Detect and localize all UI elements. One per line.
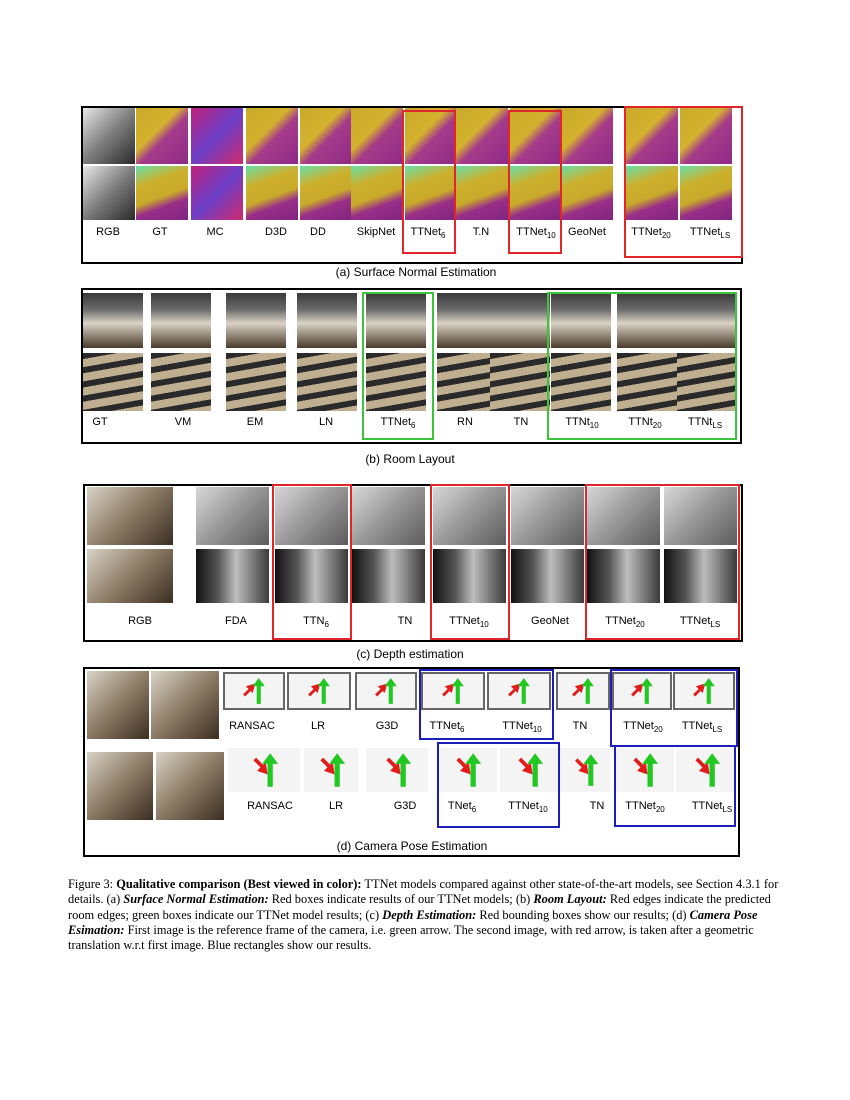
pose-arrows-icon — [225, 674, 283, 708]
pose-trans-photo-2 — [156, 752, 224, 820]
room-thumb-bottom — [83, 353, 143, 411]
pose-plot-row1 — [287, 672, 351, 710]
caption-text-2: Red boxes indicate results of our TTNet models; (b) — [268, 892, 534, 907]
surface-thumb-bottom — [351, 166, 403, 220]
pose-label-row2 — [394, 800, 417, 812]
room-thumb-bottom — [226, 353, 286, 411]
caption-title: Qualitative comparison (Best viewed in color): — [116, 877, 362, 891]
depth-label-subscript: 20 — [635, 620, 645, 630]
pose-label-row1 — [311, 720, 325, 732]
pose-highlight-row2-ttnet — [437, 742, 560, 828]
room-label — [247, 416, 264, 428]
depth-label-text: TTN — [303, 615, 325, 627]
room-thumb-top — [437, 293, 497, 348]
surface-label-text: DD — [310, 226, 326, 238]
surface-label-subscript: LS — [720, 231, 731, 241]
pose-label-row1-text: TTNet — [429, 720, 461, 732]
surface-label — [473, 226, 490, 238]
pose-arrows-icon — [228, 748, 300, 792]
caption-text-3: Red edges indicate the predicted room edges; green boxes indicate our TTNet model results; (c) — [68, 892, 771, 922]
room-label-text: TTNt — [565, 416, 590, 428]
pose-label-row2-text: G3D — [393, 800, 417, 812]
pose-ref-photo-2 — [87, 752, 153, 820]
surface-caption: (a) Surface Normal Estimation — [335, 265, 497, 279]
room-label — [688, 416, 722, 430]
room-thumb-bottom — [297, 353, 357, 411]
pose-label-row2-subscript: LS — [722, 805, 733, 815]
surface-label-text: T.N — [472, 226, 490, 238]
pose-label-row1-text: LR — [310, 720, 326, 732]
depth-label — [303, 615, 329, 629]
surface-label — [357, 226, 396, 238]
depth-rgb-bottom — [87, 549, 173, 603]
pose-highlight-row1-ttnet20-ls — [610, 669, 738, 747]
pose-label-row2-text: LR — [328, 800, 344, 812]
pose-highlight-row2-ttnet20-ls — [614, 745, 736, 827]
pose-arrows-icon — [304, 748, 358, 792]
depth-label — [398, 615, 413, 627]
surface-thumb-top — [246, 108, 298, 164]
surface-label — [96, 226, 120, 238]
depth-label — [605, 615, 644, 629]
caption-term-b: Room Layout: — [533, 892, 607, 907]
pose-plot-row1 — [223, 672, 285, 710]
pose-label-row1-text: TTNet — [502, 720, 533, 732]
depth-label-text: GeoNet — [531, 615, 569, 627]
surface-thumb-bottom — [456, 166, 508, 220]
caption-term-a: Surface Normal Estimation: — [123, 892, 269, 907]
depth-thumb-bottom — [511, 549, 584, 603]
pose-label-row1-text: TTNet — [681, 720, 713, 732]
surface-label-text: TTNet — [631, 226, 662, 238]
pose-plot-row1 — [556, 672, 610, 710]
surface-label — [152, 226, 167, 238]
depth-label-text: RGB — [128, 615, 152, 627]
pose-arrows-icon — [357, 674, 415, 708]
depth-label-text: TTNet — [449, 615, 480, 627]
pose-label-row1-text: G3D — [375, 720, 399, 732]
room-label-text: VM — [174, 416, 192, 428]
depth-label — [531, 615, 569, 627]
room-label-text: TN — [513, 416, 529, 428]
surface-thumb-top — [191, 108, 243, 164]
depth-caption: (c) Depth estimation — [356, 647, 464, 661]
pose-label-row2-subscript: 6 — [471, 805, 477, 815]
depth-thumb-top — [352, 487, 425, 545]
room-label — [175, 416, 192, 428]
surface-label-text: TTNet — [516, 226, 547, 238]
pose-label-row1 — [376, 720, 399, 732]
surface-label-text: GeoNet — [568, 226, 606, 238]
room-thumb-top — [297, 293, 357, 348]
room-label-text: RN — [457, 416, 473, 428]
pose-label-row1-text: TN — [572, 720, 588, 732]
surface-thumb-top — [300, 108, 352, 164]
surface-thumb-bottom — [191, 166, 243, 220]
surface-label — [568, 226, 606, 238]
pose-label-row1 — [573, 720, 588, 732]
pose-label-row1 — [429, 720, 464, 734]
room-label — [628, 416, 661, 430]
depth-label — [680, 615, 720, 629]
surface-thumb-bottom — [561, 166, 613, 220]
room-label-subscript: 10 — [589, 421, 599, 431]
surface-label-text: RGB — [96, 226, 120, 238]
surface-label — [265, 226, 287, 238]
depth-label-text: FDA — [225, 615, 247, 627]
depth-thumb-top — [511, 487, 584, 545]
room-label-text: LN — [318, 416, 334, 428]
pose-label-row2 — [329, 800, 343, 812]
pose-plot-row2 — [304, 748, 358, 792]
surface-label-text: TTNet — [410, 226, 442, 238]
pose-label-row1-subscript: LS — [712, 725, 723, 735]
room-label — [514, 416, 529, 428]
pose-label-row2 — [508, 800, 547, 814]
pose-label-row1 — [502, 720, 541, 734]
room-label-subscript: 20 — [652, 421, 662, 431]
pose-plot-row2 — [560, 748, 610, 792]
pose-arrows-icon — [560, 748, 610, 792]
surface-label-text: D3D — [264, 226, 288, 238]
figure-caption — [68, 877, 784, 953]
room-thumb-top — [151, 293, 211, 348]
surface-thumb-bottom — [300, 166, 352, 220]
surface-thumb-top — [136, 108, 188, 164]
room-thumb-bottom — [490, 353, 550, 411]
room-thumb-top — [490, 293, 550, 348]
room-label — [380, 416, 415, 430]
pose-label-row1 — [229, 720, 275, 732]
caption-term-d: Camera Pose Esimation: — [68, 907, 758, 937]
surface-label — [310, 226, 326, 238]
depth-label-text: TTNet — [605, 615, 636, 627]
pose-arrows-icon — [366, 748, 428, 792]
caption-text-5: First image is the reference frame of the camera, i.e. green arrow. The second image, with red arrow, is taken after a geometric translation w.r.t first image. Blue rectangles show our results. — [68, 922, 754, 953]
depth-label — [225, 615, 247, 627]
pose-trans-photo-1 — [151, 671, 219, 739]
pose-label-row2 — [247, 800, 293, 812]
surface-thumb-bottom — [136, 166, 188, 220]
pose-arrows-icon — [289, 674, 349, 708]
surface-thumb-bottom — [83, 166, 135, 220]
room-thumb-bottom — [151, 353, 211, 411]
room-label — [92, 416, 107, 428]
room-label-subscript: 6 — [411, 421, 416, 431]
pose-label-row1-text: RANSAC — [229, 720, 275, 732]
room-caption: (b) Room Layout — [365, 452, 455, 466]
depth-rgb-top — [87, 487, 173, 545]
surface-label-text: MC — [206, 226, 224, 238]
pose-label-row2-text: TTNet — [625, 800, 656, 812]
pose-plot-row2 — [366, 748, 428, 792]
depth-thumb-bottom — [352, 549, 425, 603]
pose-label-row2-text: RANSAC — [247, 800, 293, 812]
surface-label-text: TTNet — [689, 226, 721, 238]
pose-label-row2-subscript: 20 — [655, 805, 665, 815]
pose-label-row2-subscript: 10 — [538, 805, 548, 815]
pose-plot-row2 — [228, 748, 300, 792]
pose-label-row2-text: TN — [589, 800, 605, 812]
surface-label-subscript: 20 — [661, 231, 671, 241]
depth-label — [128, 615, 152, 627]
caption-text-4: Red bounding boxes show our results; (d) — [476, 907, 690, 922]
pose-ref-photo-1 — [87, 671, 149, 739]
room-label — [565, 416, 598, 430]
room-thumb-bottom — [437, 353, 497, 411]
surface-thumb-bottom — [246, 166, 298, 220]
pose-label-row1 — [682, 720, 722, 734]
depth-label-subscript: 10 — [479, 620, 489, 630]
room-label-text: TTNt — [687, 416, 713, 428]
surface-label — [516, 226, 555, 240]
pose-label-row2 — [625, 800, 664, 814]
room-label-subscript: LS — [712, 421, 723, 431]
surface-label — [410, 226, 445, 240]
room-thumb-top — [83, 293, 143, 348]
surface-label-subscript: 10 — [546, 231, 556, 241]
pose-label-row1 — [623, 720, 662, 734]
pose-label-row1-text: TTNet — [623, 720, 654, 732]
pose-label-row2 — [692, 800, 732, 814]
room-label-text: TTNt — [628, 416, 653, 428]
pose-label-row1-subscript: 10 — [532, 725, 542, 735]
room-label-text: GT — [92, 416, 108, 428]
surface-label — [690, 226, 730, 240]
surface-label-text: GT — [152, 226, 168, 238]
pose-caption: (d) Camera Pose Estimation — [336, 839, 488, 853]
depth-label — [449, 615, 488, 629]
surface-label-subscript: 6 — [441, 231, 446, 241]
surface-thumb-top — [456, 108, 508, 164]
room-label-text: TTNet — [380, 416, 412, 428]
pose-label-row2-text: TNet — [447, 800, 472, 812]
depth-label-subscript: 6 — [324, 620, 329, 630]
surface-label — [631, 226, 670, 240]
room-label-text: EM — [246, 416, 264, 428]
pose-plot-row1 — [355, 672, 417, 710]
depth-label-subscript: LS — [710, 620, 721, 630]
surface-label — [206, 226, 223, 238]
surface-label-text: SkipNet — [356, 226, 396, 238]
depth-thumb-bottom — [196, 549, 269, 603]
room-label — [457, 416, 473, 428]
depth-label-text: TTNet — [679, 615, 711, 627]
pose-label-row2-text: TTNet — [508, 800, 539, 812]
depth-thumb-top — [196, 487, 269, 545]
caption-term-c: Depth Estimation: — [382, 907, 477, 922]
caption-text-1: TTNet models compared against other state-of-the-art models, see Section 4.3.1 for details. (a) — [68, 877, 779, 907]
depth-label-text: TN — [397, 615, 413, 627]
surface-thumb-top — [351, 108, 403, 164]
pose-arrows-icon — [558, 674, 608, 708]
surface-thumb-top — [83, 108, 135, 164]
room-label — [319, 416, 333, 428]
pose-label-row1-subscript: 20 — [653, 725, 663, 735]
pose-label-row2 — [448, 800, 476, 814]
room-thumb-top — [226, 293, 286, 348]
pose-label-row1-subscript: 6 — [460, 725, 465, 735]
pose-label-row2-text: TTNet — [691, 800, 723, 812]
surface-thumb-top — [561, 108, 613, 164]
pose-label-row2 — [590, 800, 605, 812]
caption-prefix: Figure 3: — [68, 877, 117, 891]
